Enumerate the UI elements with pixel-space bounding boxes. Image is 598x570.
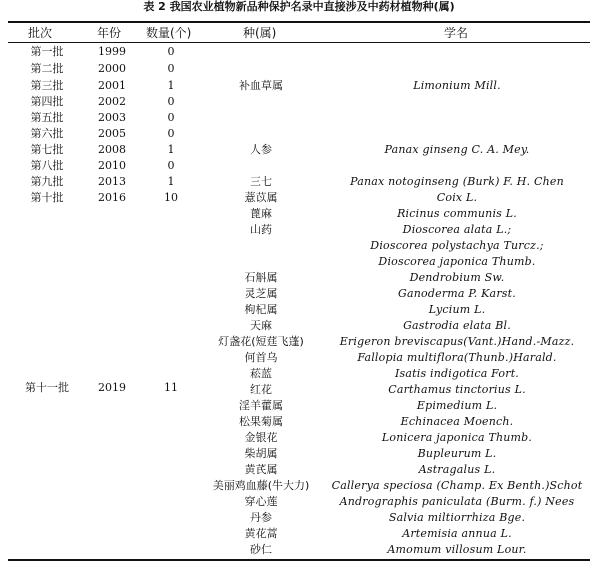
genus-cell: 补血草属 <box>239 79 283 92</box>
year-cell: 2008 <box>98 143 126 156</box>
count-cell: 0 <box>167 45 175 58</box>
genus-cell: 灵芝属 <box>244 287 278 300</box>
year-cell: 2016 <box>98 191 126 204</box>
batch-cell: 第二批 <box>30 62 64 75</box>
batch-cell: 第六批 <box>30 127 64 140</box>
header-scientific: 学名 <box>444 26 469 40</box>
bottom-rule <box>8 559 590 561</box>
genus-cell: 金银花 <box>244 431 278 444</box>
genus-cell: 穿心莲 <box>244 495 278 508</box>
scientific-name-cell: Panax ginseng C. A. Mey. <box>384 143 530 156</box>
batch-cell: 第八批 <box>30 159 64 172</box>
genus-cell: 灯盏花(短莛飞蓬) <box>218 335 304 348</box>
batch-cell: 第三批 <box>30 79 64 92</box>
year-cell: 2005 <box>98 127 126 140</box>
genus-cell <box>196 238 326 254</box>
scientific-name-cell: Carthamus tinctorius L. <box>388 383 526 396</box>
genus-cell: 美丽鸡血藤(牛大力) <box>212 479 310 492</box>
genus-cell: 薏苡属 <box>244 191 278 204</box>
scientific-name-cell: Callerya speciosa (Champ. Ex Benth.)Schot <box>331 479 583 492</box>
count-cell: 11 <box>164 381 178 394</box>
top-rule <box>8 21 590 23</box>
scientific-name-cell: Dioscorea polystachya Turcz.; <box>370 239 544 252</box>
scientific-name-cell: Ganoderma P. Karst. <box>398 287 516 300</box>
genus-cell: 砂仁 <box>250 543 272 556</box>
genus-cell: 黄芪属 <box>244 463 278 476</box>
genus-cell: 柴胡属 <box>244 447 278 460</box>
year-cell: 2010 <box>98 159 126 172</box>
genus-cell: 石斛属 <box>244 271 278 284</box>
genus-cell: 丹参 <box>250 511 272 524</box>
scientific-name-cell: Andrographis paniculata (Burm. f.) Nees <box>339 495 575 508</box>
scientific-name-cell: Artemisia annua L. <box>402 527 512 540</box>
count-cell: 0 <box>167 127 175 140</box>
header-genus: 种(属) <box>243 26 277 40</box>
count-cell: 1 <box>167 143 175 156</box>
scientific-name-cell: Isatis indigotica Fort. <box>394 367 520 380</box>
genus-cell <box>196 254 326 270</box>
scientific-name-cell: Dioscorea japonica Thumb. <box>378 255 536 268</box>
year-cell: 2002 <box>98 95 126 108</box>
header-count: 数量(个) <box>146 26 192 40</box>
batch-cell: 第一批 <box>30 45 64 58</box>
count-cell: 0 <box>167 111 175 124</box>
batch-cell: 第十一批 <box>25 381 69 394</box>
scientific-name-cell: Panax notoginseng (Burk) F. H. Chen <box>350 175 564 188</box>
count-cell: 1 <box>167 175 175 188</box>
year-cell: 1999 <box>98 45 126 58</box>
scientific-name-cell: Ricinus communis L. <box>397 207 517 220</box>
year-cell: 2001 <box>98 79 126 92</box>
year-cell: 2000 <box>98 62 126 75</box>
genus-cell: 天麻 <box>250 319 272 332</box>
scientific-name-cell: Limonium Mill. <box>413 79 501 92</box>
genus-cell: 红花 <box>250 383 272 396</box>
batch-cell: 第九批 <box>30 175 64 188</box>
genus-cell: 松果菊属 <box>239 415 283 428</box>
scientific-name-cell: Salvia miltiorrhiza Bge. <box>388 511 526 524</box>
scientific-name-cell: Dioscorea alata L.; <box>402 223 512 236</box>
batch-cell: 第五批 <box>30 111 64 124</box>
scientific-name-cell: Amomum villosum Lour. <box>387 543 527 556</box>
count-cell: 0 <box>167 95 175 108</box>
header-rule <box>8 42 590 43</box>
scientific-name-cell: Echinacea Moench. <box>400 415 514 428</box>
genus-cell: 黄花蒿 <box>244 527 278 540</box>
batch-cell: 第十批 <box>30 191 64 204</box>
genus-cell: 菘蓝 <box>250 367 272 380</box>
genus-cell: 淫羊藿属 <box>239 399 283 412</box>
scientific-name-cell: Lonicera japonica Thumb. <box>381 431 533 444</box>
header-batch: 批次 <box>28 26 53 40</box>
scientific-name-cell: Epimedium L. <box>416 399 498 412</box>
batch-cell: 第七批 <box>30 143 64 156</box>
year-cell: 2019 <box>98 381 126 394</box>
scientific-name-cell: Erigeron breviscapus(Vant.)Hand.-Mazz. <box>339 335 575 348</box>
genus-cell: 何首乌 <box>244 351 278 364</box>
scientific-name-cell: Fallopia multiflora(Thunb.)Harald. <box>357 351 557 364</box>
batch-cell: 第四批 <box>30 95 64 108</box>
genus-cell: 蓖麻 <box>250 207 272 220</box>
count-cell: 0 <box>167 62 175 75</box>
count-cell: 0 <box>167 159 175 172</box>
year-cell: 2003 <box>98 111 126 124</box>
scientific-name-cell: Gastrodia elata Bl. <box>403 319 511 332</box>
genus-cell: 三七 <box>250 175 272 188</box>
count-cell: 10 <box>164 191 178 204</box>
scientific-name-cell: Dendrobium Sw. <box>409 271 505 284</box>
scientific-name-cell: Coix L. <box>436 191 478 204</box>
genus-cell: 山药 <box>250 223 272 236</box>
header-year: 年份 <box>97 26 122 40</box>
genus-cell: 枸杞属 <box>244 303 278 316</box>
count-cell: 1 <box>167 79 175 92</box>
year-cell: 2013 <box>98 175 126 188</box>
scientific-name-cell: Lycium L. <box>428 303 486 316</box>
table-caption: 表 2 我国农业植物新品种保护名录中直接涉及中药材植物种(属) <box>143 0 455 13</box>
scientific-name-cell: Bupleurum L. <box>417 447 497 460</box>
genus-cell: 人参 <box>250 143 272 156</box>
scientific-name-cell: Astragalus L. <box>418 463 496 476</box>
